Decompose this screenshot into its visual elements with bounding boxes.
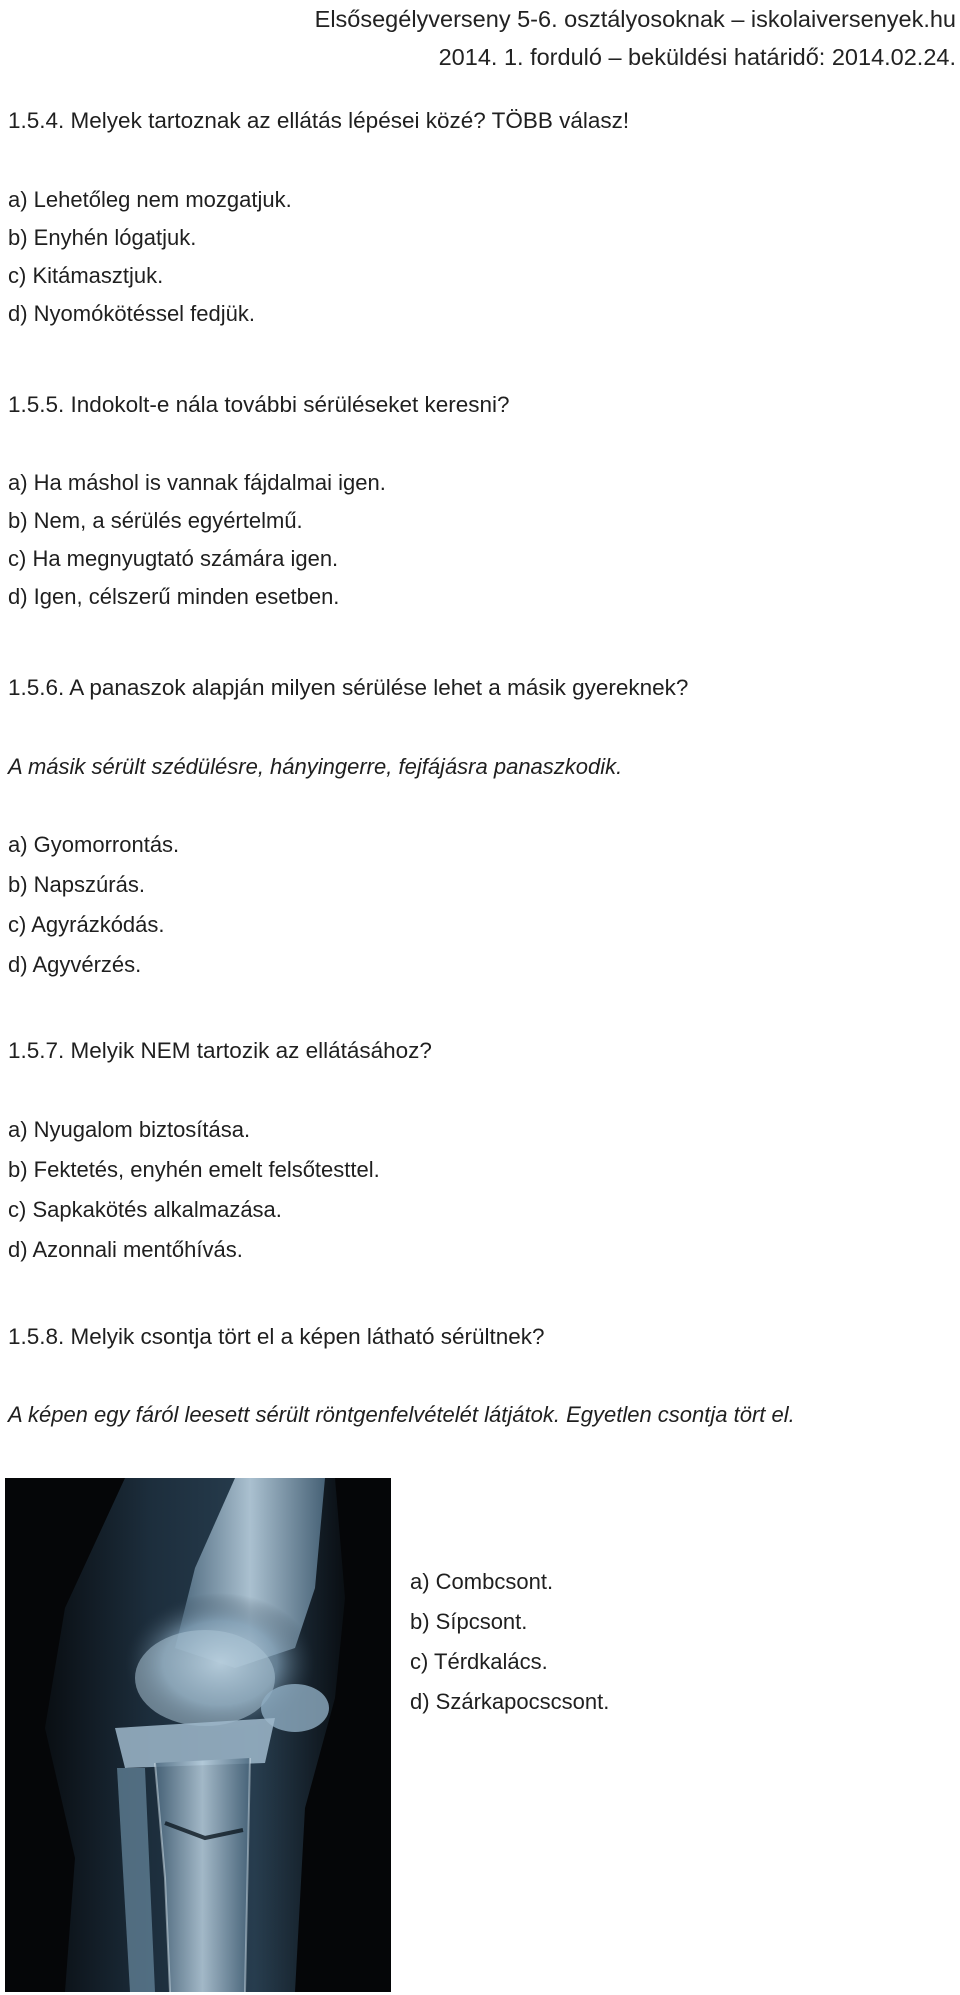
q154-option-b: b) Enyhén lógatjuk. bbox=[8, 225, 197, 250]
header-line-1: Elsősegélyverseny 5-6. osztályosoknak – iskolaiversenyek.hu bbox=[314, 6, 956, 32]
question-157: 1.5.7. Melyik NEM tartozik az ellátásához? bbox=[8, 1038, 432, 1063]
q156-option-c: c) Agyrázkódás. bbox=[8, 912, 165, 937]
q158-options bbox=[410, 1562, 609, 1722]
q158-option-d: d) Szárkapocscsont. bbox=[410, 1689, 610, 1714]
q156-option-d: d) Agyvérzés. bbox=[8, 952, 142, 977]
question-154: 1.5.4. Melyek tartoznak az ellátás lépései közé? TÖBB válasz! bbox=[8, 108, 630, 133]
question-156: 1.5.6. A panaszok alapján milyen sérülése lehet a másik gyereknek? bbox=[8, 675, 689, 700]
page-header bbox=[315, 0, 956, 76]
q158-note: A képen egy fáról leesett sérült röntgenfelvételét látjátok. Egyetlen csontja tört el. bbox=[8, 1402, 795, 1427]
q155-option-a: a) Ha máshol is vannak fájdalmai igen. bbox=[8, 470, 386, 495]
q158-option-a: a) Combcsont. bbox=[410, 1569, 554, 1594]
question-155: 1.5.5. Indokolt-e nála további sérüléseket keresni? bbox=[8, 392, 510, 417]
q154-option-d: d) Nyomókötéssel fedjük. bbox=[8, 301, 255, 326]
q157-option-a: a) Nyugalom biztosítása. bbox=[8, 1117, 251, 1142]
q156-option-b: b) Napszúrás. bbox=[8, 872, 145, 897]
header-line-2: 2014. 1. forduló – beküldési határidő: 2014.02.24. bbox=[438, 44, 956, 70]
q156-note: A másik sérült szédülésre, hányingerre, fejfájásra panaszkodik. bbox=[8, 754, 623, 779]
q157-option-d: d) Azonnali mentőhívás. bbox=[8, 1237, 243, 1262]
q157-option-c: c) Sapkakötés alkalmazása. bbox=[8, 1197, 282, 1222]
q158-option-c: c) Térdkalács. bbox=[410, 1649, 548, 1674]
knee-xray-image bbox=[5, 1478, 391, 1992]
q154-option-a: a) Lehetőleg nem mozgatjuk. bbox=[8, 187, 292, 212]
q155-option-d: d) Igen, célszerű minden esetben. bbox=[8, 584, 340, 609]
q158-option-b: b) Sípcsont. bbox=[410, 1609, 528, 1634]
question-158: 1.5.8. Melyik csontja tört el a képen látható sérültnek? bbox=[8, 1324, 545, 1349]
q155-option-c: c) Ha megnyugtató számára igen. bbox=[8, 546, 339, 571]
q156-option-a: a) Gyomorrontás. bbox=[8, 832, 180, 857]
q157-option-b: b) Fektetés, enyhén emelt felsőtesttel. bbox=[8, 1157, 380, 1182]
q154-option-c: c) Kitámasztjuk. bbox=[8, 263, 164, 288]
q155-option-b: b) Nem, a sérülés egyértelmű. bbox=[8, 508, 303, 533]
